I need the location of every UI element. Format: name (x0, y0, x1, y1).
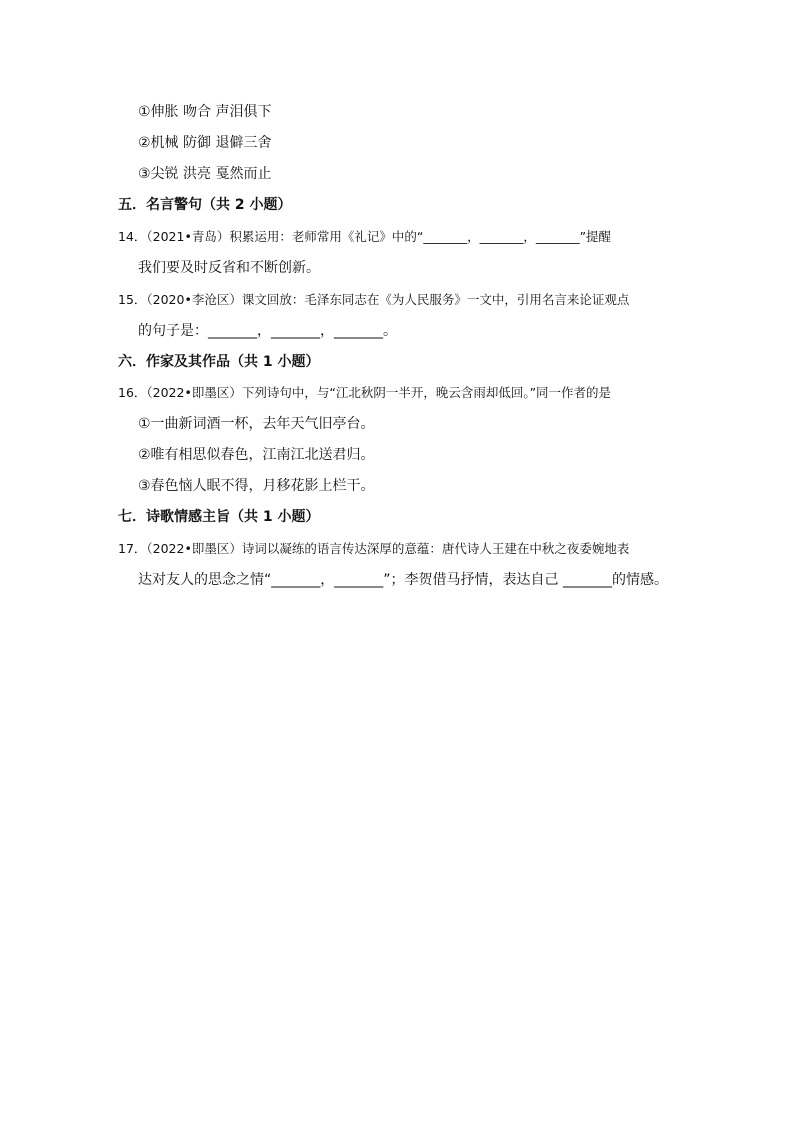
option-2: ②机械 防御 退僻三舍 (138, 135, 272, 151)
question-15-line-1: 15．（2020•李沧区）课文回放：毛泽东同志在《为人民服务》一文中，引用名言来论证观点 (118, 292, 630, 307)
option-3: ③尖锐 洪亮 戛然而止 (138, 166, 272, 182)
question-17-line-1: 17．（2022•即墨区）诗词以凝练的语言传达深厚的意蕴：唐代诗人王建在中秋之夜委婉地表 (118, 541, 630, 556)
option-1: ①伸胀 吻合 声泪俱下 (138, 104, 272, 120)
question-16-option-3: ③春色恼人眠不得，月移花影上栏干。 (138, 478, 375, 494)
question-16-option-1: ①一曲新词酒一杯，去年天气旧亭台。 (138, 416, 375, 432)
section-6-heading: 六．作家及其作品（共 1 小题） (118, 354, 320, 370)
question-15-line-2: 的句子是：_______，_______，_______。 (138, 323, 397, 339)
section-5-heading: 五．名言警句（共 2 小题） (118, 197, 292, 213)
question-14-line-1: 14．（2021•青岛）积累运用：老师常用《礼记》中的“_______，_______，_______”提醒 (118, 229, 612, 244)
question-16-line-1: 16．（2022•即墨区）下列诗句中，与“江北秋阴一半开，晚云含雨却低回。”同一作者的是 (118, 385, 612, 400)
question-14-line-2: 我们要及时反省和不断创新。 (138, 260, 320, 276)
section-7-heading: 七．诗歌情感主旨（共 1 小题） (118, 509, 320, 525)
question-17-line-2: 达对友人的思念之情“_______，_______”；李贺借马抒情，表达自己 _______的情感。 (138, 572, 668, 588)
question-16-option-2: ②唯有相思似春色，江南江北送君归。 (138, 447, 375, 463)
